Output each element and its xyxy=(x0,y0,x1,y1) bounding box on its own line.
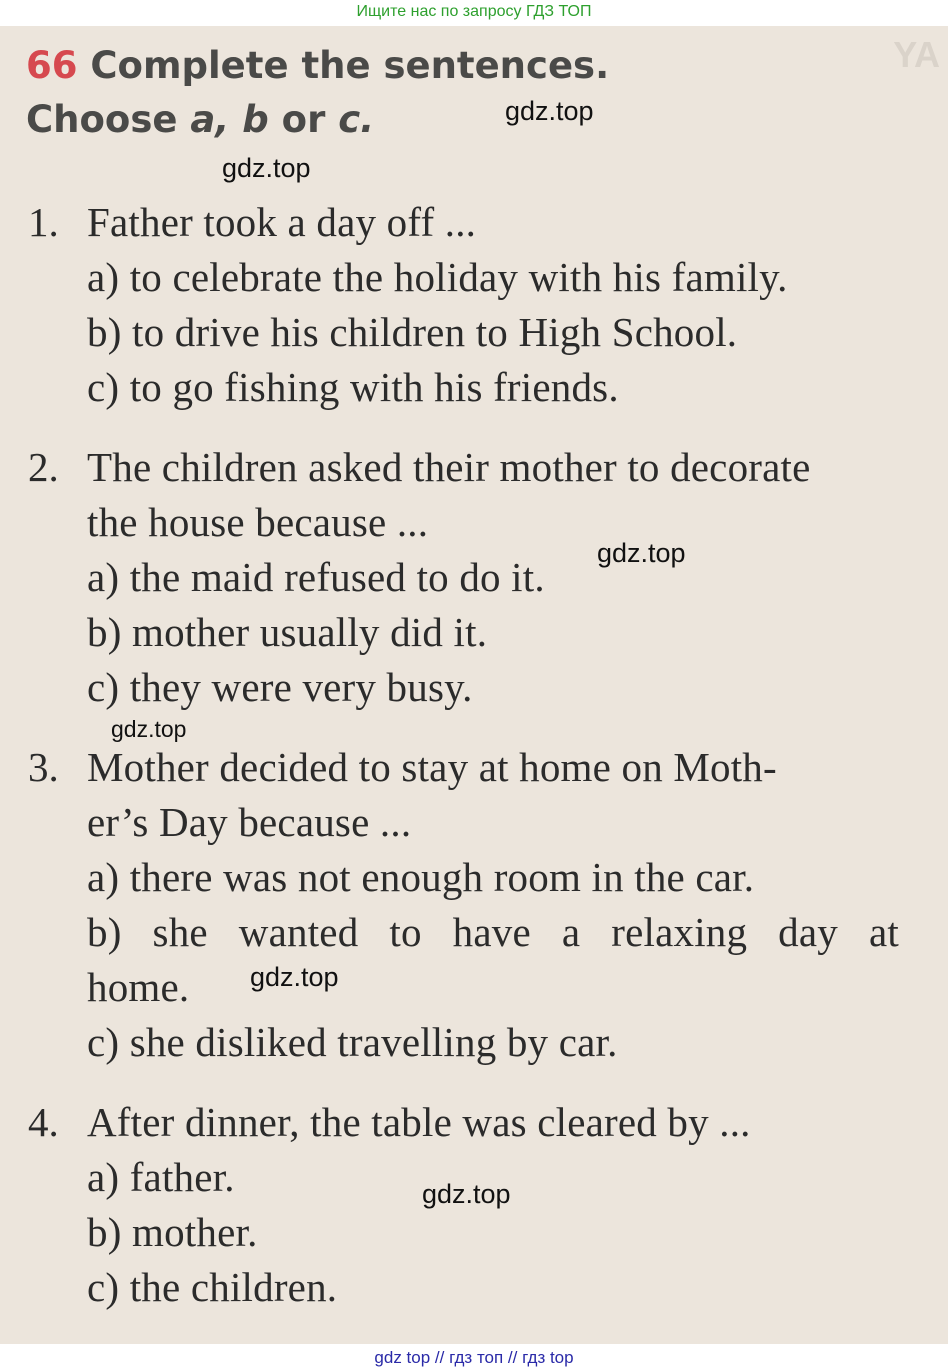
question-4-option-b: b) mother. xyxy=(87,1209,258,1255)
or-word: or xyxy=(281,98,326,141)
question-3-option-b-line-1 xyxy=(87,908,899,956)
justified-word: b) xyxy=(87,909,122,955)
watermark: gdz.top xyxy=(422,1179,511,1209)
question-3-stem-line-2: er’s Day because ... xyxy=(87,799,412,845)
question-1-option-b: b) to drive his children to High School. xyxy=(87,309,738,355)
question-2-option-c: c) they were very busy. xyxy=(87,664,473,710)
watermark: gdz.top xyxy=(111,716,187,742)
bottom-banner: gdz top // гдз топ // гдз top xyxy=(0,1344,948,1371)
bleed-through-corner: YA xyxy=(893,34,940,75)
question-2-stem-line-2: the house because ... xyxy=(87,499,429,545)
justified-word: day xyxy=(778,909,838,955)
question-3-stem-line-1: Mother decided to stay at home on Moth- xyxy=(87,744,777,790)
question-2-option-a: a) the maid refused to do it. xyxy=(87,554,545,600)
exercise-number: 66 xyxy=(26,44,78,87)
question-1-option-c: c) to go fishing with his friends. xyxy=(87,364,619,410)
question-2-stem-line-1: The children asked their mother to decorate xyxy=(87,444,811,490)
question-4-stem: After dinner, the table was cleared by ... xyxy=(87,1099,751,1145)
choice-a-label: a, xyxy=(190,98,230,141)
question-4-option-a: a) father. xyxy=(87,1154,235,1200)
textbook-page xyxy=(0,26,948,1344)
question-1-stem: Father took a day off ... xyxy=(87,199,477,245)
exercise-subtitle xyxy=(26,98,374,141)
question-2-option-b: b) mother usually did it. xyxy=(87,609,488,655)
question-3-number: 3. xyxy=(28,744,59,790)
choice-b-label: b xyxy=(242,98,269,141)
exercise-instruction: Complete the sentences. xyxy=(90,44,610,87)
question-2-number: 2. xyxy=(28,444,59,490)
justified-word: to xyxy=(389,909,422,955)
exercise-title xyxy=(26,44,609,87)
watermark: gdz.top xyxy=(222,153,311,183)
question-4-number: 4. xyxy=(28,1099,59,1145)
choose-word: Choose xyxy=(26,98,178,141)
question-3-option-b-line-2: home. xyxy=(87,964,190,1010)
justified-word: she xyxy=(152,909,208,955)
top-banner: Ищите нас по запросу ГДЗ ТОП xyxy=(0,0,948,24)
question-4-option-c: c) the children. xyxy=(87,1264,338,1310)
justified-word: have xyxy=(452,909,531,955)
justified-word: at xyxy=(868,909,899,955)
question-3-option-a: a) there was not enough room in the car. xyxy=(87,854,755,900)
justified-word: relaxing xyxy=(611,909,748,955)
watermark: gdz.top xyxy=(250,962,339,992)
watermark: gdz.top xyxy=(505,96,594,126)
watermark: gdz.top xyxy=(597,538,686,568)
justified-word: wanted xyxy=(238,909,359,955)
choice-c-label: c. xyxy=(338,98,375,141)
justified-word: a xyxy=(561,909,581,955)
question-3-option-c: c) she disliked travelling by car. xyxy=(87,1019,618,1065)
question-1-number: 1. xyxy=(28,199,59,245)
question-1-option-a: a) to celebrate the holiday with his family. xyxy=(87,254,788,300)
